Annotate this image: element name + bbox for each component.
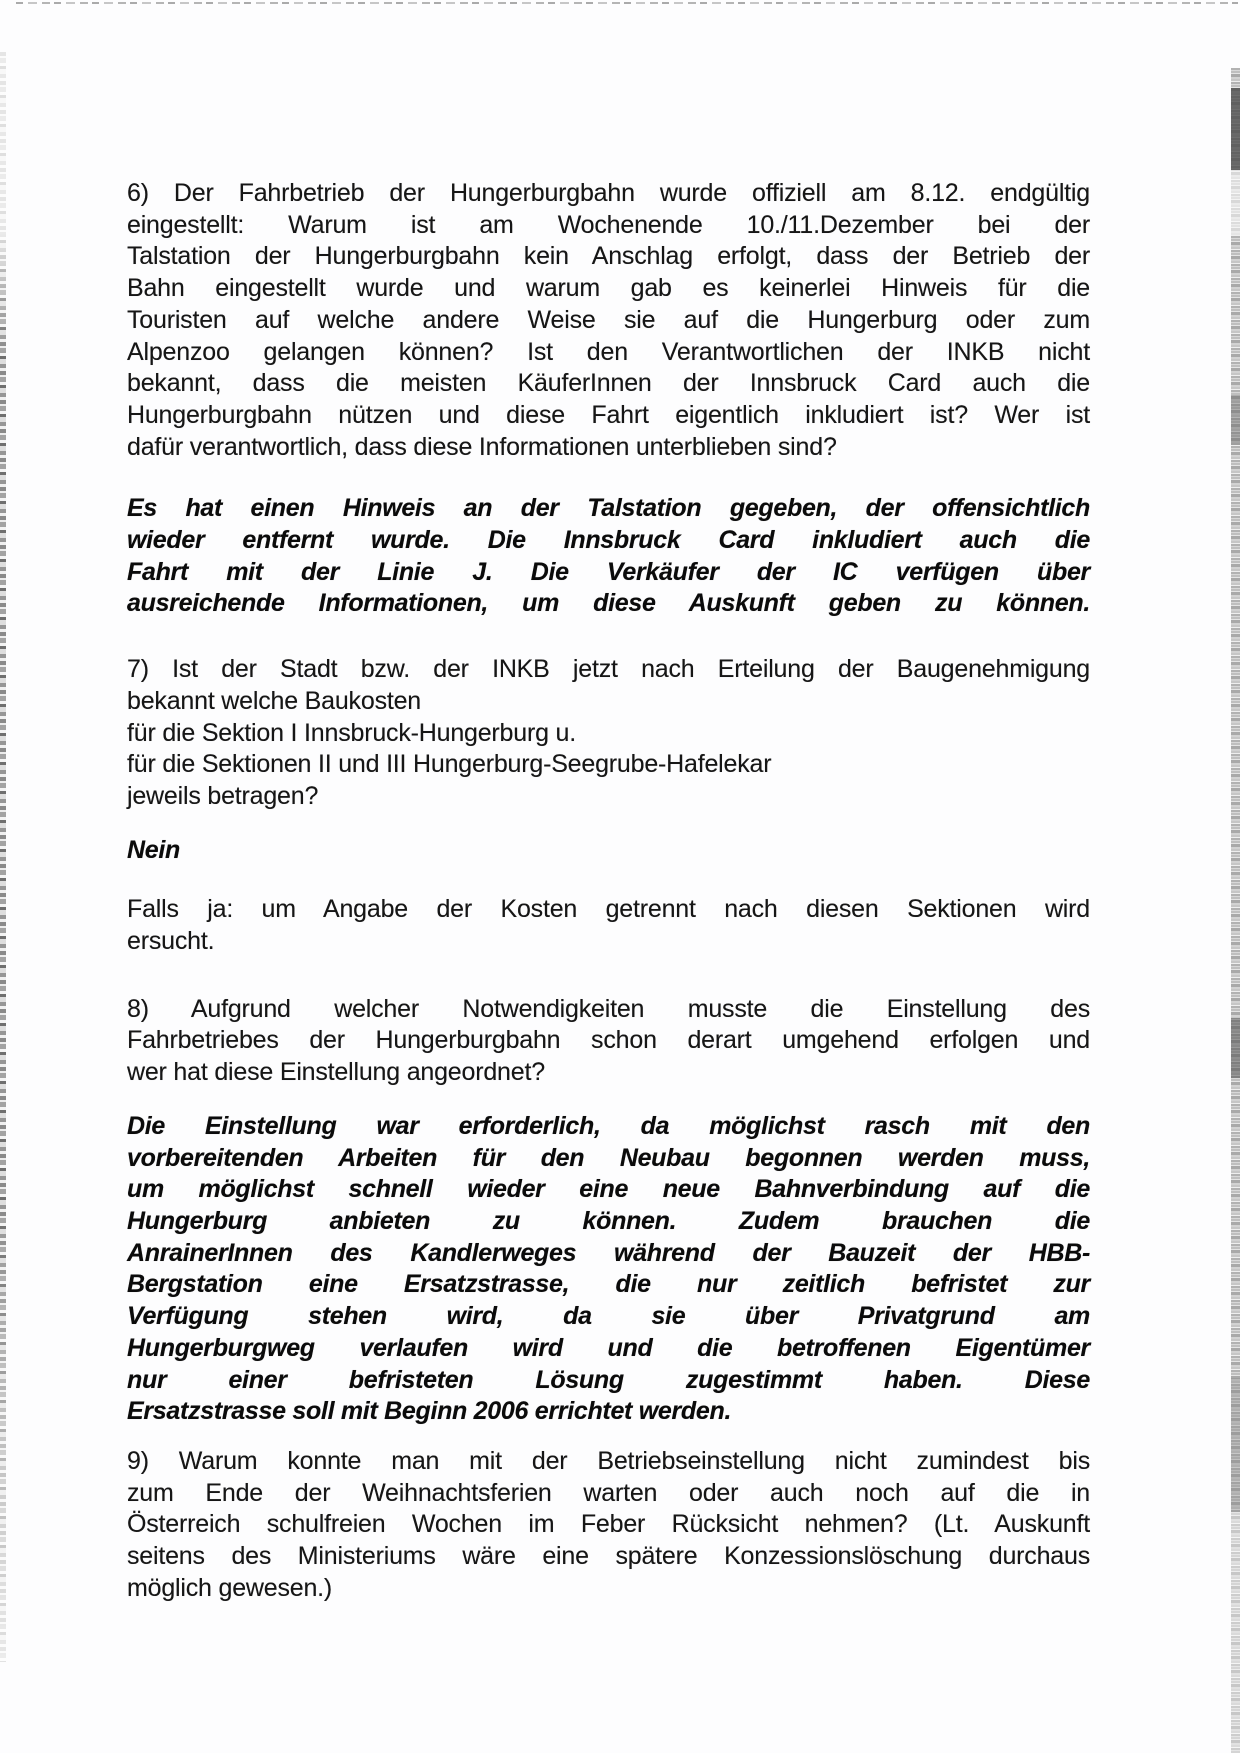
text-line: Hungerburg anbieten zu können. Zudem brauchen die bbox=[127, 1206, 1090, 1235]
text-line: seitens des Ministeriums wäre eine spätere Konzessionslöschung durchaus bbox=[127, 1542, 1090, 1571]
text-line: bekannt, dass die meisten KäuferInnen der Innsbruck Card auch die bbox=[127, 369, 1090, 398]
text-line: 6) Der Fahrbetrieb der Hungerburgbahn wurde offiziell am 8.12. endgültig bbox=[127, 179, 1090, 207]
text-line: 8) Aufgrund welcher Notwendigkeiten musste die Einstellung des bbox=[127, 994, 1090, 1023]
text-line: für die Sektionen II und III Hungerburg-Seegrube-Hafelekar bbox=[127, 750, 772, 779]
text-line: Talstation der Hungerburgbahn kein Anschlag erfolgt, dass der Betrieb der bbox=[127, 242, 1090, 271]
text-line: Hungerburgweg verlaufen wird und die betroffenen Eigentümer bbox=[127, 1333, 1090, 1362]
text-line: dafür verantwortlich, dass diese Informationen unterblieben sind? bbox=[127, 432, 837, 461]
text-line: eingestellt: Warum ist am Wochenende 10./11.Dezember bei der bbox=[127, 210, 1090, 239]
text-line: ersucht. bbox=[127, 927, 215, 956]
scan-blob-lower bbox=[1231, 1378, 1240, 1512]
text-line: wieder entfernt wurde. Die Innsbruck Card inkludiert auch die bbox=[127, 526, 1090, 555]
text-line: Österreich schulfreien Wochen im Feber Rücksicht nehmen? (Lt. Auskunft bbox=[127, 1510, 1090, 1539]
text-line: Touristen auf welche andere Weise sie auf die Hungerburg oder zum bbox=[127, 305, 1090, 334]
text-line: Verfügung stehen wird, da sie über Privatgrund am bbox=[127, 1302, 1090, 1331]
text-line: Fahrt mit der Linie J. Die Verkäufer der IC verfügen über bbox=[127, 557, 1090, 586]
scan-edge-left-strip bbox=[0, 52, 6, 1662]
text-line: AnrainerInnen des Kandlerweges während der Bauzeit der HBB- bbox=[127, 1238, 1090, 1267]
text-line: jeweils betragen? bbox=[127, 781, 319, 810]
text-line: bekannt welche Baukosten bbox=[127, 686, 422, 715]
text-line: 9) Warum konnte man mit der Betriebseinstellung nicht zumindest bis bbox=[127, 1446, 1090, 1475]
scan-blob-mid bbox=[1231, 395, 1240, 445]
paragraph-question-7 bbox=[127, 654, 1090, 813]
text-line: Hungerburgbahn nützen und diese Fahrt eigentlich inkludiert ist? Wer ist bbox=[127, 400, 1090, 429]
text-line: ausreichende Informationen, um diese Auskunft geben zu können. bbox=[127, 589, 1090, 618]
paragraph-answer-8 bbox=[127, 1111, 1090, 1428]
scan-blob-dark-mid bbox=[1231, 1018, 1240, 1078]
scan-edge-top-dotted-line bbox=[16, 2, 1238, 4]
text-line: Nein bbox=[127, 835, 180, 864]
text-line: 7) Ist der Stadt bzw. der INKB jetzt nach Erteilung der Baugenehmigung bbox=[127, 655, 1090, 684]
text-line: um möglichst schnell wieder eine neue Bahnverbindung auf die bbox=[127, 1175, 1090, 1204]
text-line: wer hat diese Einstellung angeordnet? bbox=[127, 1058, 545, 1087]
text-line: für die Sektion I Innsbruck-Hungerburg u. bbox=[127, 718, 576, 747]
text-line: Es hat einen Hinweis an der Talstation gegeben, der offensichtlich bbox=[127, 494, 1090, 523]
text-line: möglich gewesen.) bbox=[127, 1573, 333, 1602]
text-line: Bahn eingestellt wurde und warum gab es keinerlei Hinweis für die bbox=[127, 274, 1090, 303]
paragraph-question-8 bbox=[127, 994, 1090, 1089]
text-line: Ersatzstrasse soll mit Beginn 2006 errichtet werden. bbox=[127, 1397, 732, 1426]
paragraph-question-9 bbox=[127, 1446, 1090, 1605]
text-line: Fahrbetriebes der Hungerburgbahn schon derart umgehend erfolgen und bbox=[127, 1026, 1090, 1055]
paragraph-answer-6 bbox=[127, 493, 1090, 620]
text-line: Die Einstellung war erforderlich, da möglichst rasch mit den bbox=[127, 1111, 1090, 1140]
scan-blob-bottom-fade bbox=[1231, 1512, 1240, 1753]
scan-blob-dark-top bbox=[1231, 88, 1240, 170]
text-line: Bergstation eine Ersatzstrasse, die nur zeitlich befristet zur bbox=[127, 1270, 1090, 1299]
paragraph-question-6 bbox=[127, 178, 1090, 463]
text-line: Alpenzoo gelangen können? Ist den Verantwortlichen der INKB nicht bbox=[127, 337, 1090, 366]
document-body bbox=[127, 178, 1090, 1604]
scan-blob-light bbox=[1231, 170, 1240, 235]
paragraph-answer-7 bbox=[127, 835, 1090, 867]
text-line: nur einer befristeten Lösung zugestimmt haben. Diese bbox=[127, 1365, 1090, 1394]
text-line: vorbereitenden Arbeiten für den Neubau begonnen werden muss, bbox=[127, 1143, 1090, 1172]
text-line: zum Ende der Weihnachtsferien warten oder auch noch auf die in bbox=[127, 1478, 1090, 1507]
paragraph-question-7-followup bbox=[127, 894, 1090, 957]
text-line: Falls ja: um Angabe der Kosten getrennt nach diesen Sektionen wird bbox=[127, 895, 1090, 924]
